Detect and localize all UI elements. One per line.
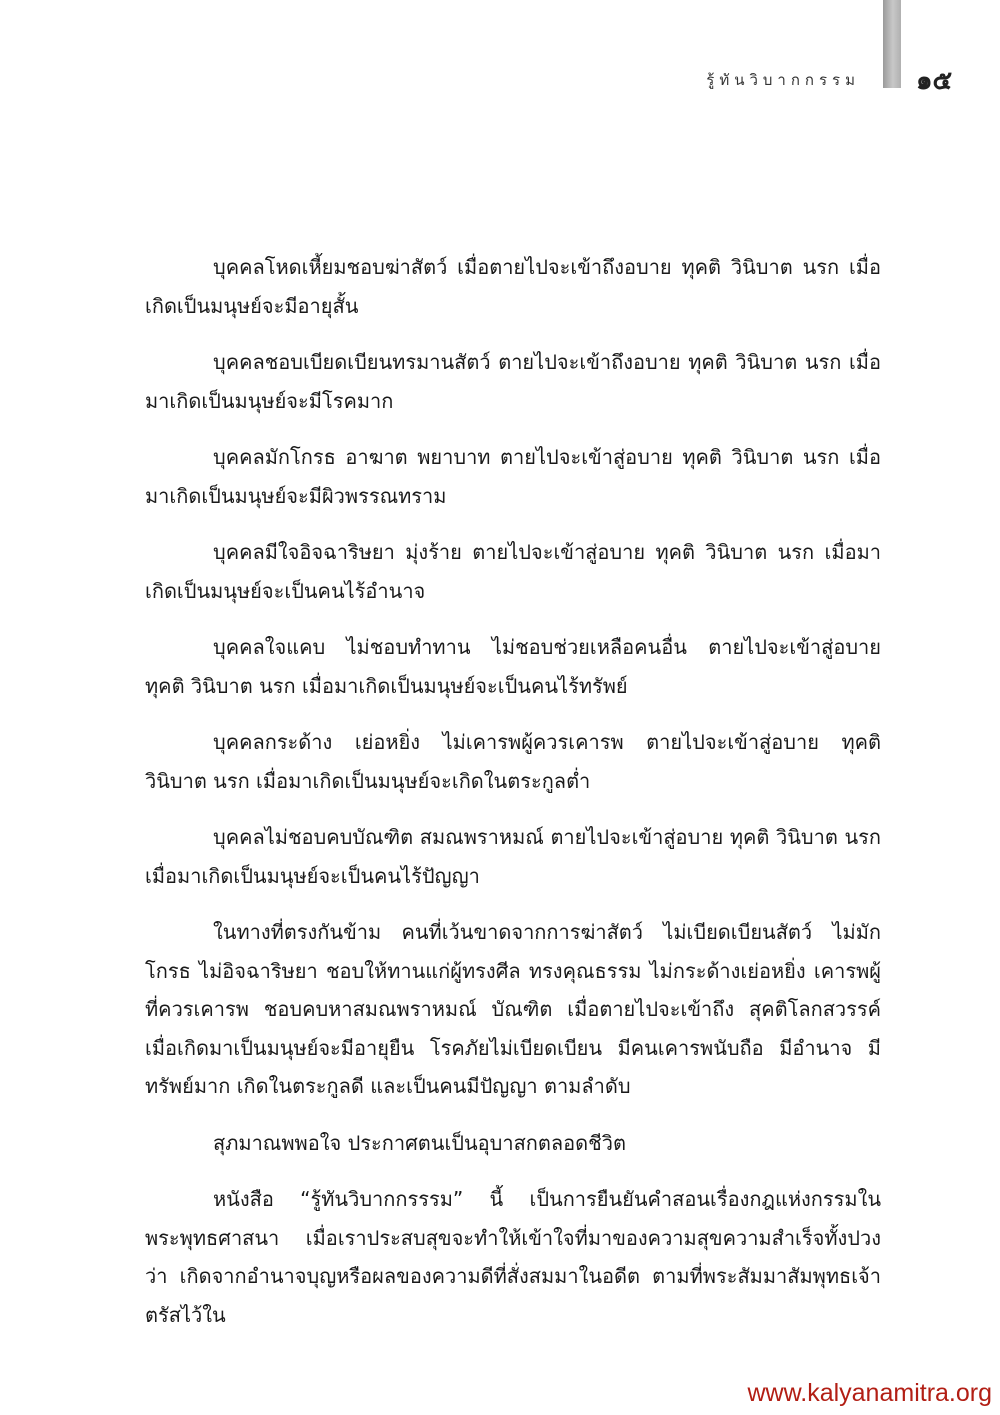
paragraph: บุคคลมักโกรธ อาฆาต พยาบาท ตายไปจะเข้าสู่อบาย ทุคติ วินิบาต นรก เมื่อมาเกิดเป็นมนุษย์จะมีผิวพรรณทราม — [145, 445, 881, 508]
paragraph: บุคคลชอบเบียดเบียนทรมานสัตว์ ตายไปจะเข้าถึงอบาย ทุคติ วินิบาต นรก เมื่อมาเกิดเป็นมนุษย์จะมีโรคมาก — [145, 350, 881, 413]
paragraph: บุคคลกระด้าง เย่อหยิ่ง ไม่เคารพผู้ควรเคารพ ตายไปจะเข้าสู่อบาย ทุคติ วินิบาต นรก เมื่อมาเกิดเป็นมนุษย์จะเกิดในตระกูลต่ำ — [145, 730, 881, 793]
paragraph: บุคคลมีใจอิจฉาริษยา มุ่งร้าย ตายไปจะเข้าสู่อบาย ทุคติ วินิบาต นรก เมื่อมาเกิดเป็นมนุษย์จะเป็นคนไร้อำนาจ — [145, 540, 881, 603]
page-edge-tab — [883, 0, 901, 88]
body-text — [145, 248, 881, 1352]
paragraph: สุภมาณพพอใจ ประกาศตนเป็นอุบาสกตลอดชีวิต — [213, 1130, 626, 1155]
paragraph: ในทางที่ตรงกันข้าม คนที่เว้นขาดจากการฆ่าสัตว์ ไม่เบียดเบียนสัตว์ ไม่มักโกรธ ไม่อิจฉาริษยา ชอบให้ทานแก่ผู้ทรงศีล ทรงคุณธรรม ไม่กระด้างเย่อหยิ่ง เคารพผู้ที่ควรเคารพ ชอบคบหาสมณพราหมณ์ บัณฑิต เมื่อตายไปจะเข้าถึง สุคติโลกสวรรค์ เมื่อเกิดมาเป็นมนุษย์จะมีอายุยืน โรคภัยไม่เบียดเบียน มีคนเคารพนับถือ มีอำนาจ มีทรัพย์มาก เกิดในตระกูลดี และเป็นคนมีปัญญา ตามลำดับ — [145, 920, 881, 1098]
paragraph: หนังสือ “รู้ทันวิบากกรรรม” นี้ เป็นการยืนยันคำสอนเรื่องกฎแห่งกรรมในพระพุทธศาสนา เมื่อเราประสบสุขจะทำให้เข้าใจที่มาของความสุขความสำเร็จทั้งปวงว่า เกิดจากอำนาจบุญหรือผลของความดีที่สั่งสมมาในอดีต ตามที่พระสัมมาสัมพุทธเจ้า ตรัสไว้ใน — [145, 1187, 881, 1327]
paragraph: บุคคลโหดเหี้ยมชอบฆ่าสัตว์ เมื่อตายไปจะเข้าถึงอบาย ทุคติ วินิบาต นรก เมื่อเกิดเป็นมนุษย์จะมีอายุสั้น — [145, 255, 881, 318]
paragraph: บุคคลไม่ชอบคบบัณฑิต สมณพราหมณ์ ตายไปจะเข้าสู่อบาย ทุคติ วินิบาต นรก เมื่อมาเกิดเป็นมนุษย์จะเป็นคนไร้ปัญญา — [145, 825, 881, 888]
footer-website-link[interactable]: www.kalyanamitra.org — [747, 1379, 992, 1407]
paragraph: บุคคลใจแคบ ไม่ชอบทำทาน ไม่ชอบช่วยเหลือคนอื่น ตายไปจะเข้าสู่อบาย ทุคติ วินิบาต นรก เมื่อมาเกิดเป็นมนุษย์จะเป็นคนไร้ทรัพย์ — [145, 635, 881, 698]
page-number: ๑๕ — [916, 66, 953, 96]
running-title: รู้ทันวิบากกรรม — [706, 71, 860, 89]
